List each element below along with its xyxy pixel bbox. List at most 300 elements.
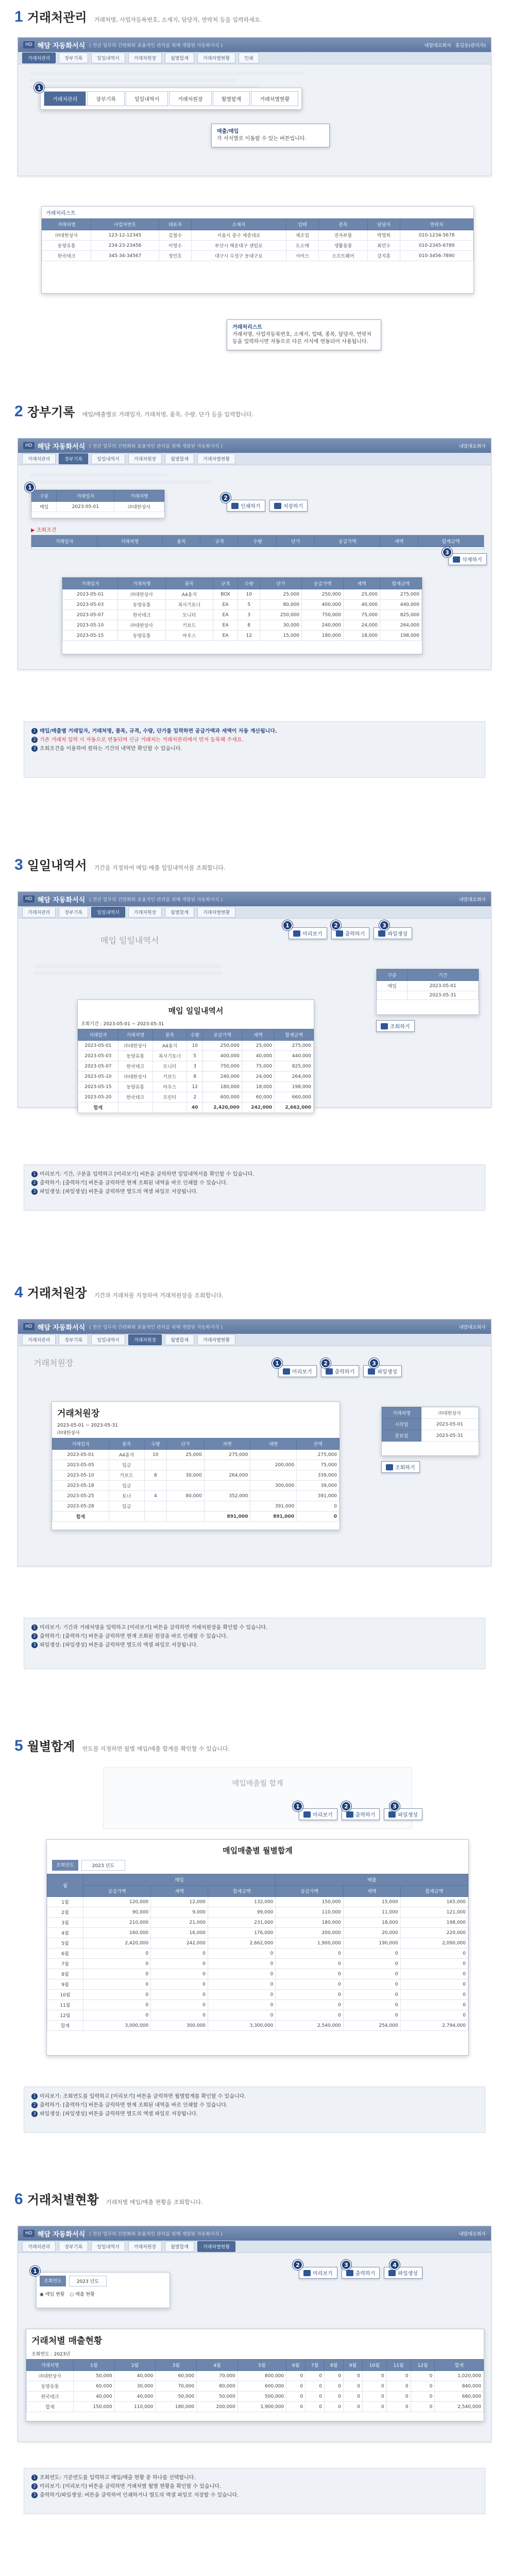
preview-button[interactable]	[299, 2267, 337, 2279]
cell: 400,000	[203, 1051, 242, 1061]
col-header: 거래일자	[53, 1438, 109, 1450]
cell[interactable]: 24,000	[344, 620, 380, 631]
delete-button[interactable]	[448, 553, 487, 565]
info-text: 파일생성: [파일생성] 버튼을 클릭하면 별도의 엑셀 파일로 저장됩니다.	[40, 2111, 198, 2117]
col-header: 세액	[343, 1886, 400, 1897]
cell[interactable]: 강지훈	[367, 251, 400, 261]
cell[interactable]: 도소매	[286, 241, 318, 251]
cell: 0	[343, 1959, 400, 1969]
bullet-icon: 2	[31, 2102, 38, 2108]
print-button[interactable]	[227, 500, 265, 512]
tab-ledger[interactable]: 장부기록	[87, 91, 125, 106]
col-header: 합계금액	[418, 536, 484, 547]
bullet-icon: 3	[31, 1642, 38, 1648]
year-label: 조회연도	[52, 1860, 78, 1871]
section-desc: 거래처명, 사업자등록번호, 소재지, 담당자, 연락처 등을 입력하세요.	[94, 16, 262, 23]
menu-vendor-ledger[interactable]: 거래처원장	[128, 2241, 162, 2252]
menu-monthly[interactable]: 월별합계	[165, 907, 194, 918]
entry-panel	[31, 489, 165, 518]
cell: 한국테크	[118, 1092, 152, 1103]
callout-number: 1	[25, 482, 35, 493]
type-select[interactable]: 매입	[32, 502, 57, 512]
cell[interactable]: 한국테크	[42, 251, 91, 261]
cell: 0	[151, 1990, 208, 2000]
start-date[interactable]: 2023-05-01	[421, 1419, 478, 1430]
app-subtitle: ( 전산 업무의 간편화와 효율적인 관리를 위해 개발된 자동화서식 )	[89, 2231, 223, 2237]
cell[interactable]: 12	[238, 631, 260, 641]
cell[interactable]: 모니터	[165, 610, 213, 620]
preview-button[interactable]	[299, 1808, 337, 1820]
menu-vendor[interactable]: 거래처관리	[22, 53, 56, 63]
col-header: 수량	[238, 578, 260, 589]
cell: 0	[83, 2010, 150, 2021]
table-row	[27, 2381, 484, 2392]
table-row[interactable]	[42, 241, 473, 251]
file-button[interactable]	[374, 927, 412, 939]
company-name: 내맘대로회사	[459, 1325, 486, 1330]
cell[interactable]: 275,000	[380, 589, 421, 600]
cell[interactable]: 전자부품	[319, 230, 368, 241]
table-row	[47, 1990, 468, 2000]
monitor-icon	[303, 1811, 311, 1818]
group-header: 매출	[276, 1874, 468, 1886]
cell[interactable]: 김철수	[159, 230, 191, 241]
start-date[interactable]: 2023-05-01	[408, 981, 479, 991]
cell: 입금	[109, 1481, 144, 1491]
year-input[interactable]: 2023 년도	[81, 1860, 125, 1871]
menu-vendor-status[interactable]: 거래처별현황	[197, 53, 235, 63]
menu-vendor-ledger[interactable]: 거래처원장	[128, 1334, 162, 1345]
cell[interactable]: ㈜대한상사	[118, 589, 165, 600]
cell: 0	[343, 1979, 400, 1990]
cell[interactable]: 40,000	[344, 600, 380, 610]
cell[interactable]: 서울시 중구 세종대로	[192, 230, 286, 241]
cell: 2,090,000	[400, 1938, 468, 1948]
file-button[interactable]	[384, 2267, 422, 2279]
cell[interactable]: 75,000	[344, 610, 380, 620]
cell[interactable]: 825,000	[380, 610, 421, 620]
placeholder-line	[33, 964, 223, 968]
menu-daily[interactable]: 일일내역서	[91, 2241, 125, 2252]
cell[interactable]: 18,000	[344, 631, 380, 641]
cell[interactable]: 345-34-34567	[91, 251, 159, 261]
tab-daily[interactable]: 일일내역서	[126, 91, 168, 106]
tab-monthly[interactable]: 월별합계	[213, 91, 250, 106]
info-text: 미리보기: [미리보기] 버튼을 클릭하면 거래처별 월별 현황을 확인할 수 있습니다.	[40, 2484, 222, 2489]
col-header: 공급가액	[83, 1886, 150, 1897]
col-header: 12월	[411, 2360, 435, 2371]
cell[interactable]: 동양유통	[118, 631, 165, 641]
cell[interactable]: 2023-05-03	[63, 600, 118, 610]
total-row	[47, 2021, 468, 2031]
menu-monthly[interactable]: 월별합계	[165, 1334, 194, 1345]
cell: 2023-05-01	[78, 1041, 118, 1051]
menu-vendor[interactable]: 거래처관리	[22, 2241, 56, 2252]
cell: 40,000	[242, 1051, 274, 1061]
menu-daily[interactable]: 일일내역서	[91, 53, 125, 63]
menu-bar	[18, 453, 491, 465]
cell[interactable]: 30,000	[260, 620, 302, 631]
cell[interactable]: 15,000	[260, 631, 302, 641]
cell[interactable]: A4용지	[165, 589, 213, 600]
cell[interactable]: ㈜대한상사	[118, 620, 165, 631]
table-row	[78, 1051, 314, 1061]
cell: 180,000	[276, 1918, 343, 1928]
cell: 0	[325, 2371, 344, 2381]
menu-vendor[interactable]: 거래처관리	[22, 453, 56, 464]
table-row	[53, 1501, 340, 1512]
col-header: 품목	[152, 1029, 187, 1041]
type-select[interactable]: 매입	[377, 981, 408, 991]
cell: 0	[208, 1990, 276, 2000]
cell: 마우스	[152, 1082, 187, 1092]
row-header: 시작일	[382, 1419, 421, 1430]
cell[interactable]: 이영수	[159, 241, 191, 251]
printer-icon	[231, 503, 239, 509]
cell: 1,900,000	[276, 1938, 343, 1948]
cell: 1월	[47, 1897, 83, 1907]
cell: 3,300,000	[208, 2021, 276, 2031]
cell: 90,000	[83, 1907, 150, 1918]
cell: 391,000	[250, 1501, 297, 1512]
cell[interactable]: 마우스	[165, 631, 213, 641]
end-date[interactable]: 2023-05-31	[408, 991, 479, 1000]
section-desc: 매입/매출별로 거래일자, 거래처명, 품목, 수량, 단가 등을 입력합니다.	[82, 411, 254, 418]
cell: 2023-05-07	[78, 1061, 118, 1072]
file-button[interactable]	[363, 1365, 402, 1377]
col-header: 수량	[239, 536, 277, 547]
table-row[interactable]	[63, 589, 422, 600]
section-5-header	[14, 1736, 230, 1755]
menu-vendor[interactable]: 거래처관리	[22, 907, 56, 918]
col-header: 거래일자	[78, 1029, 118, 1041]
callout-number: 2	[341, 1801, 351, 1811]
end-date[interactable]: 2023-05-31	[421, 1430, 478, 1442]
cell[interactable]: 서비스	[286, 251, 318, 261]
table-row	[53, 1450, 340, 1460]
cell[interactable]: 박영희	[367, 230, 400, 241]
cell: 0	[286, 2371, 306, 2381]
vendor-select[interactable]: ㈜대한상사	[421, 1408, 478, 1419]
cell: 200,000	[276, 1928, 343, 1938]
cell	[204, 1481, 250, 1491]
cell: 7월	[47, 1959, 83, 1969]
cell	[204, 1460, 250, 1470]
menu-ledger[interactable]: 장부기록	[59, 1334, 88, 1345]
col-header: 거래처명	[27, 2360, 74, 2371]
table-row	[47, 1918, 468, 1928]
cell: 2023-05-18	[53, 1481, 109, 1491]
tab-vendor-ledger[interactable]: 거래처원장	[169, 91, 211, 106]
cell[interactable]: 25,000	[344, 589, 380, 600]
cell[interactable]: 240,000	[302, 620, 344, 631]
cell: 0	[208, 1969, 276, 1979]
query-button[interactable]	[376, 1020, 415, 1032]
cell[interactable]: EA	[213, 610, 238, 620]
section-title: 장부기록	[27, 405, 75, 419]
cell[interactable]: 키보드	[165, 620, 213, 631]
cell[interactable]: EA	[213, 600, 238, 610]
cell[interactable]: ㈜대한상사	[42, 230, 91, 241]
cell[interactable]: 부산시 해운대구 센텀로	[192, 241, 286, 251]
cell[interactable]: 2023-05-01	[63, 589, 118, 600]
col-header: 대표자	[159, 219, 191, 230]
cell[interactable]: 동양유통	[42, 241, 91, 251]
cell: 176,000	[208, 1928, 276, 1938]
menu-monthly[interactable]: 월별합계	[165, 2241, 194, 2252]
menu-ledger[interactable]: 장부기록	[59, 453, 88, 464]
date-input[interactable]: 2023-05-01	[57, 502, 114, 512]
info-text: 파일생성: [파일생성] 버튼을 클릭하면 별도의 엑셀 파일로 저장됩니다.	[40, 1189, 198, 1195]
menu-vendor-status[interactable]: 거래처별현황	[197, 2241, 235, 2252]
cell: 2,662,000	[275, 1103, 314, 1113]
cell[interactable]: 2023-05-15	[63, 631, 118, 641]
table-row	[78, 1041, 314, 1051]
cell: 40	[187, 1103, 203, 1113]
query-panel	[376, 969, 479, 1015]
cell: 600,000	[237, 2381, 286, 2392]
cell: 2023-05-28	[53, 1501, 109, 1512]
menu-vendor-ledger[interactable]: 거래처원장	[128, 53, 162, 63]
cell[interactable]: EA	[213, 620, 238, 631]
cell[interactable]: 400,000	[302, 600, 344, 610]
col-header: 업태	[286, 219, 318, 230]
table-row[interactable]	[63, 631, 422, 641]
cell[interactable]: 234-23-23456	[91, 241, 159, 251]
section-2-header	[14, 402, 253, 420]
cell: 0	[306, 2392, 325, 2402]
cell[interactable]: 010-3456-7890	[400, 251, 473, 261]
cell[interactable]: BOX	[213, 589, 238, 600]
cell: 0	[362, 2392, 386, 2402]
table-row[interactable]	[42, 230, 473, 241]
daily-popup	[77, 999, 314, 1113]
menu-print[interactable]: 인쇄	[239, 53, 259, 63]
cell[interactable]: 250,000	[260, 610, 302, 620]
cell[interactable]: 25,000	[260, 589, 302, 600]
cell[interactable]: 8	[238, 620, 260, 631]
button-label: 미리보기	[292, 1369, 312, 1375]
cell[interactable]: 최민수	[367, 241, 400, 251]
printer-icon	[346, 1811, 353, 1818]
placeholder-line	[29, 72, 304, 75]
preview-buttons	[299, 2267, 422, 2279]
button-label: 출력하기	[355, 1812, 376, 1818]
app-titlebar	[18, 438, 491, 453]
cell: 660,000	[275, 1092, 314, 1103]
col-header: 1월	[74, 2360, 115, 2371]
bullet-icon: 1	[31, 2093, 38, 2099]
menu-ledger[interactable]: 장부기록	[59, 53, 88, 63]
menu-daily[interactable]: 일일내역서	[91, 907, 125, 918]
app-subtitle: ( 전산 업무의 간편화와 효율적인 관리를 위해 개발된 자동화서식 )	[89, 43, 223, 48]
vendor-input[interactable]: ㈜대한상사	[114, 502, 164, 512]
cell: 240,000	[203, 1072, 242, 1082]
app-titlebar	[18, 1319, 491, 1334]
cell: 300,000	[250, 1481, 297, 1491]
user-name[interactable]: 홍길동(관리자)	[455, 43, 486, 48]
menu-monthly[interactable]: 월별합계	[165, 453, 194, 464]
cell: 0	[83, 1979, 150, 1990]
menu-daily[interactable]: 일일내역서	[91, 453, 125, 464]
button-label: 출력하기	[355, 2271, 376, 2277]
cell[interactable]: 180,000	[302, 631, 344, 641]
info-text: 출력하기/파일생성: 버튼을 클릭하여 인쇄하거나 별도의 엑셀 파일로 저장할 수 있습니다.	[40, 2493, 239, 2498]
year-row	[40, 2276, 166, 2286]
menu-vendor-status[interactable]: 거래처별현황	[197, 453, 235, 464]
info-line	[31, 744, 478, 753]
info-line	[31, 2473, 478, 2482]
cell: 80,000	[197, 2381, 238, 2392]
bullet-icon: 2	[31, 1180, 38, 1186]
cell[interactable]: 250,000	[302, 589, 344, 600]
cell[interactable]: 010-1234-5678	[400, 230, 473, 241]
cell: 0	[386, 2381, 411, 2392]
preview-button[interactable]	[278, 1365, 317, 1377]
cell: 600,000	[203, 1092, 242, 1103]
vendor-query-panel	[381, 1406, 479, 1456]
preview-button[interactable]	[289, 927, 327, 939]
col-header: 거래처명	[114, 490, 164, 502]
cell: 60,000	[74, 2381, 115, 2392]
section-number: 5	[14, 1737, 23, 1754]
menu-ledger[interactable]: 장부기록	[59, 2241, 88, 2252]
cell	[144, 1501, 167, 1512]
popup-title: 거래처별 매출현황	[31, 2336, 103, 2346]
cell: 8	[187, 1072, 203, 1082]
cell: 0	[83, 1990, 150, 2000]
cell[interactable]: 복사기토너	[165, 600, 213, 610]
cell[interactable]: 198,000	[380, 631, 421, 641]
logo-icon: HD	[23, 2230, 35, 2237]
cell: 70,000	[197, 2371, 238, 2381]
table-row[interactable]	[63, 610, 422, 620]
cell: 99,000	[208, 1907, 276, 1918]
cell[interactable]: 생활용품	[319, 241, 368, 251]
note-tabs	[211, 124, 330, 147]
cell: 120,000	[83, 1897, 150, 1907]
col-header: 연락처	[400, 219, 473, 230]
menu-daily[interactable]: 일일내역서	[91, 1334, 125, 1345]
query-button[interactable]	[381, 1461, 420, 1473]
file-button[interactable]	[384, 1808, 422, 1820]
cell: 0	[386, 2371, 411, 2381]
col-header: 거래일자	[32, 536, 97, 547]
table-row[interactable]	[42, 251, 473, 261]
radio-purchase[interactable]: ◉ 매입 현황	[40, 2292, 65, 2297]
cell: 프린터	[152, 1092, 187, 1103]
year-input[interactable]: 2023 년도	[69, 2276, 107, 2286]
company-name: 내맘대로회사	[424, 43, 451, 48]
col-header: 세액	[151, 1886, 208, 1897]
radio-sales[interactable]: ○ 매출 현황	[70, 2292, 95, 2297]
cell[interactable]: EA	[213, 631, 238, 641]
save-button[interactable]	[269, 500, 308, 512]
table-row	[47, 2000, 468, 2010]
cell: 0	[151, 2000, 208, 2010]
cell: ㈜대한상사	[118, 1041, 152, 1051]
info-text: 출력하기: [출력하기] 버튼을 클릭하면 현재 조회된 내역을 바로 인쇄할 수 있습니다.	[40, 2103, 228, 2108]
filter-label[interactable]: ▶ 조회조건	[31, 528, 57, 533]
cell[interactable]: 440,000	[380, 600, 421, 610]
tab-vendor-status[interactable]: 거래처별현황	[251, 91, 298, 106]
callout-number: 1	[293, 1801, 303, 1811]
cell: 한국테크	[27, 2392, 74, 2402]
logo-icon: HD	[23, 895, 35, 903]
table-row[interactable]	[63, 620, 422, 631]
menu-ledger[interactable]: 장부기록	[59, 907, 88, 918]
cell: 12,000	[151, 1897, 208, 1907]
cell[interactable]: 264,000	[380, 620, 421, 631]
table-row	[53, 1491, 340, 1501]
menu-vendor[interactable]: 거래처관리	[22, 1334, 56, 1345]
cell: 220,000	[400, 1928, 468, 1938]
cell[interactable]: 3	[238, 610, 260, 620]
cell: 2,540,000	[276, 2021, 343, 2031]
cell: 500,000	[237, 2392, 286, 2402]
cell[interactable]: 소프트웨어	[319, 251, 368, 261]
cell[interactable]: 한국테크	[118, 610, 165, 620]
info-text: 출력하기: [출력하기] 버튼을 클릭하면 현재 조회된 내역을 바로 인쇄할 수 있습니다.	[40, 1180, 228, 1186]
table-row[interactable]	[63, 600, 422, 610]
cell[interactable]: 2023-05-10	[63, 620, 118, 631]
cell[interactable]: 동양유통	[118, 600, 165, 610]
section-title: 일일내역서	[27, 859, 87, 873]
cell[interactable]: 010-2345-6789	[400, 241, 473, 251]
cell: 180,000	[203, 1082, 242, 1092]
cell[interactable]: 80,000	[260, 600, 302, 610]
callout-number: 2	[320, 1358, 331, 1368]
group-header: 매입	[83, 1874, 276, 1886]
cell: ㈜대한상사	[27, 2371, 74, 2381]
cell: 9월	[47, 1979, 83, 1990]
info-line	[31, 2092, 478, 2101]
cell[interactable]: 대구시 수성구 동대구로	[192, 251, 286, 261]
cell: 0	[83, 2000, 150, 2010]
cell[interactable]: 5	[238, 600, 260, 610]
info-line	[31, 736, 478, 744]
logo-icon: HD	[23, 1323, 35, 1330]
monthly-popup	[46, 1839, 469, 2056]
menu-vendor-status[interactable]: 거래처별현황	[197, 1334, 235, 1345]
status-head	[27, 2360, 484, 2371]
cell[interactable]: 2023-05-07	[63, 610, 118, 620]
logo-icon: HD	[23, 41, 35, 48]
table-row	[53, 1481, 340, 1491]
cell[interactable]: 정민호	[159, 251, 191, 261]
cell: 200,000	[197, 2402, 238, 2412]
status-info-box	[24, 2468, 485, 2514]
cell[interactable]: 123-12-12345	[91, 230, 159, 241]
col-header: 2월	[114, 2360, 156, 2371]
cell: 합계	[53, 1512, 109, 1522]
cell: 모니터	[152, 1061, 187, 1072]
cell[interactable]: 10	[238, 589, 260, 600]
menu-vendor-status[interactable]: 거래처별현황	[197, 907, 235, 918]
menu-vendor-ledger[interactable]: 거래처원장	[128, 907, 162, 918]
app-subtitle: ( 전산 업무의 간편화와 효율적인 관리를 위해 개발된 자동화서식 )	[89, 444, 223, 449]
cell[interactable]: 제조업	[286, 230, 318, 241]
menu-bar	[18, 52, 491, 64]
info-line	[31, 2491, 478, 2500]
table-row	[27, 2371, 484, 2381]
tab-vendor[interactable]: 거래처관리	[44, 91, 86, 106]
menu-monthly[interactable]: 월별합계	[165, 53, 194, 63]
menu-vendor-ledger[interactable]: 거래처원장	[128, 453, 162, 464]
cell: 2023-05-10	[78, 1072, 118, 1082]
cell[interactable]: 750,000	[302, 610, 344, 620]
bullet-icon: 1	[31, 1624, 38, 1631]
